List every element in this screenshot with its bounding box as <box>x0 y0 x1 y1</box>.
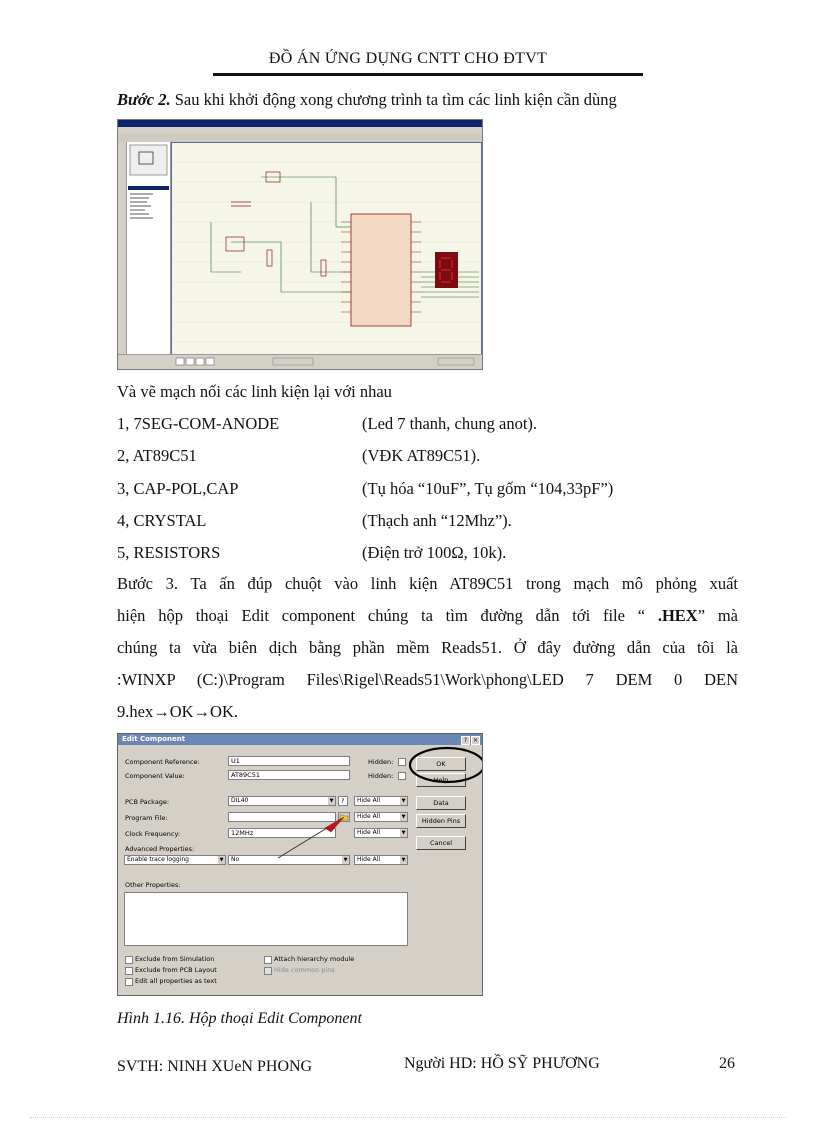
step3-line-2c: ” mà <box>697 606 738 625</box>
step3-line-2 <box>117 600 738 632</box>
hidden-checkbox-1[interactable] <box>398 758 406 766</box>
component-value-label: Component Value: <box>125 772 185 780</box>
proteus-device-panel <box>127 142 171 355</box>
cancel-button[interactable]: Cancel <box>416 836 466 850</box>
hidden-checkbox-2[interactable] <box>398 772 406 780</box>
edit-all-label: Edit all properties as text <box>135 977 217 985</box>
pcb-package-select[interactable]: DIL40 ▼ <box>228 796 336 806</box>
step2-label: Bước 2. <box>117 90 171 109</box>
footer-advisor: Người HD: HỒ SỸ PHƯƠNG <box>404 1055 600 1072</box>
other-properties-label: Other Properties: <box>125 881 181 889</box>
connect-text: Và vẽ mạch nối các linh kiện lại với nhau <box>117 382 392 401</box>
exclude-pcb-checkbox[interactable] <box>125 967 133 975</box>
component-reference-input[interactable]: U1 <box>228 756 350 766</box>
step3-line-1: Bước 3. Ta ấn đúp chuột vào linh kiện AT89C51 trong mạch mô phỏng xuất <box>117 574 738 593</box>
advanced-value-select[interactable]: No ▼ <box>228 855 350 865</box>
help-title-icon[interactable]: ? <box>461 736 470 745</box>
step2-paragraph <box>117 90 617 110</box>
component-desc-2: (VĐK AT89C51). <box>362 446 481 465</box>
header-rule <box>213 73 643 76</box>
hidden-label-1: Hidden: <box>368 758 394 766</box>
component-desc-4: (Thạch anh “12Mhz”). <box>362 511 512 530</box>
help-button[interactable]: Help <box>416 773 466 787</box>
statusbar-graphic <box>118 355 482 368</box>
dialog-titlebar <box>118 734 482 745</box>
pcb-hide-select[interactable]: Hide All ▼ <box>354 796 408 806</box>
exclude-simulation-label: Exclude from Simulation <box>135 955 215 963</box>
component-reference-label: Component Reference: <box>125 758 200 766</box>
attach-hierarchy-checkbox[interactable] <box>264 956 272 964</box>
advanced-hide-select[interactable]: Hide All ▼ <box>354 855 408 865</box>
footer-student: SVTH: NINH XUeN PHONG <box>117 1058 313 1075</box>
advanced-property-select[interactable]: Enable trace logging ▼ <box>124 855 226 865</box>
edit-all-checkbox[interactable] <box>125 978 133 986</box>
proteus-statusbar <box>118 354 482 369</box>
component-desc-1: (Led 7 thanh, chung anot). <box>362 414 538 433</box>
program-hide-select[interactable]: Hide All ▼ <box>354 812 408 822</box>
step3-line-2a: hiện hộp thoại Edit component chúng ta tìm đường dẫn tới file “ <box>117 606 658 625</box>
component-item-1: 1, 7SEG-COM-ANODE <box>117 414 280 433</box>
component-item-5: 5, RESISTORS <box>117 543 221 562</box>
bottom-dotted-rule <box>30 1117 786 1118</box>
ok-button[interactable]: OK <box>416 757 466 771</box>
exclude-simulation-checkbox[interactable] <box>125 956 133 964</box>
step3-hex-ext: .HEX <box>657 606 698 625</box>
proteus-titlebar <box>118 120 482 127</box>
annotation-arrow-line <box>278 820 340 858</box>
other-properties-textarea[interactable] <box>124 892 408 946</box>
data-button[interactable]: Data <box>416 796 466 810</box>
advanced-properties-label: Advanced Properties: <box>125 845 195 853</box>
component-desc-3: (Tụ hóa “10uF”, Tụ gốm “104,33pF”) <box>362 479 614 498</box>
component-item-4: 4, CRYSTAL <box>117 511 207 530</box>
clock-frequency-input[interactable]: 12MHz <box>228 828 336 838</box>
program-file-label: Program File: <box>125 814 168 822</box>
component-desc-5: (Điện trở 100Ω, 10k). <box>362 543 507 562</box>
component-value-input[interactable]: AT89C51 <box>228 770 350 780</box>
dialog-title: Edit Component <box>122 735 186 743</box>
page-number: 26 <box>719 1055 735 1072</box>
hidden-label-2: Hidden: <box>368 772 394 780</box>
hidden-pins-button[interactable]: Hidden Pins <box>416 814 466 828</box>
program-file-input[interactable] <box>228 812 336 822</box>
proteus-left-toolbar <box>118 142 127 355</box>
seven-segment-graphic <box>418 246 458 296</box>
edit-component-dialog <box>117 733 483 996</box>
attach-hierarchy-label: Attach hierarchy module <box>274 955 355 963</box>
proteus-schematic-canvas <box>171 142 482 355</box>
step3-line-4: :WINXP (C:)\Program Files\Rigel\Reads51\Work\phong\LED 7 DEM 0 DEN <box>117 670 738 689</box>
step3-line-3: chúng ta vừa biên dịch bằng phần mềm Reads51. Ở đây đường dẫn của tôi là <box>117 638 738 657</box>
folder-glyph <box>339 813 349 821</box>
component-item-2: 2, AT89C51 <box>117 446 197 465</box>
clock-frequency-label: Clock Frequency: <box>125 830 181 838</box>
pcb-help-button[interactable]: ? <box>338 796 348 806</box>
step3-paragraph <box>117 568 738 728</box>
hide-common-pins-checkbox[interactable] <box>264 967 272 975</box>
device-list-graphic <box>127 142 170 357</box>
component-item-3: 3, CAP-POL,CAP <box>117 479 239 498</box>
page-header-title: ĐỒ ÁN ỨNG DỤNG CNTT CHO ĐTVT <box>268 50 548 67</box>
close-icon[interactable]: × <box>472 737 479 744</box>
proteus-screenshot <box>117 119 483 370</box>
hide-common-pins-label: Hide common pins <box>274 966 335 974</box>
step2-text: Sau khi khởi động xong chương trình ta tìm các linh kiện cần dùng <box>174 90 617 109</box>
clock-hide-select[interactable]: Hide All ▼ <box>354 828 408 838</box>
exclude-pcb-label: Exclude from PCB Layout <box>135 966 217 974</box>
figure-caption: Hình 1.16. Hộp thoại Edit Component <box>117 1010 362 1027</box>
pcb-package-label: PCB Package: <box>125 798 170 806</box>
step3-line-5: 9.hex→OK→OK. <box>117 702 238 721</box>
folder-icon[interactable] <box>338 812 350 822</box>
